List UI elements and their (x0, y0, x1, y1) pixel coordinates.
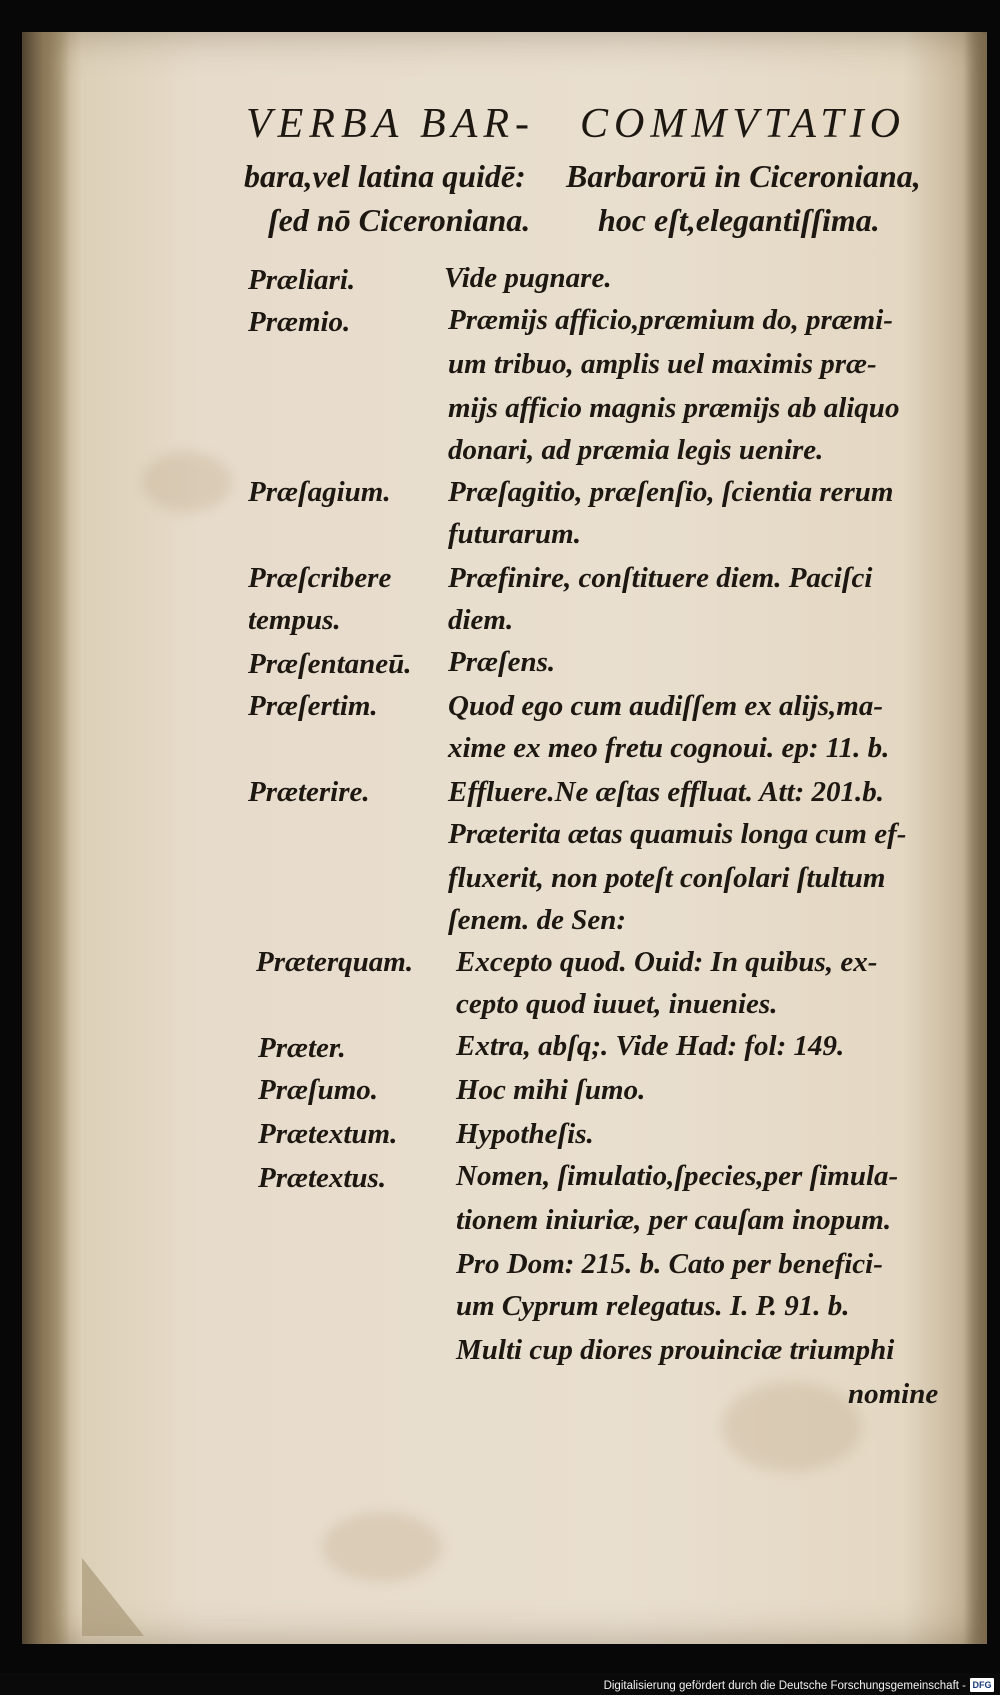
column-title-right: COMMVTATIO (580, 101, 906, 147)
definition-line: Hoc mihi ſumo. (456, 1074, 646, 1106)
definition-line: Quod ego cum audiſſem ex alijs,ma- (448, 690, 883, 722)
definition-line: Hypotheſis. (456, 1118, 594, 1150)
page-corner-fold (82, 1558, 144, 1636)
column-subtitle-left-1: bara,vel latina quidē: (244, 158, 526, 194)
definition-line: fluxerit, non poteſt conſolari ſtultum (448, 862, 886, 894)
page-edge-shadow (965, 32, 987, 1644)
column-title-left: VERBA BAR- (246, 101, 535, 147)
term-entry: Præmio. (248, 306, 351, 338)
digitization-footer (0, 1673, 1000, 1695)
column-subtitle-left-2: ſed nō Ciceroniana. (268, 202, 531, 238)
definition-line: mijs afficio magnis præmijs ab aliquo (448, 392, 900, 424)
definition-line: Extra, abſq;. Vide Had: fol: 149. (456, 1030, 845, 1062)
definition-line: Præfinire, conſtituere diem. Paciſci (448, 562, 873, 594)
column-subtitle-right-1: Barbarorū in Ciceroniana, (566, 158, 921, 194)
catchword: nomine (848, 1378, 939, 1410)
definition-line: ſenem. de Sen: (448, 904, 626, 936)
definition-line: Excepto quod. Ouid: In quibus, ex- (456, 946, 878, 978)
definition-line: cepto quod iuuet, inuenies. (456, 988, 778, 1020)
definition-line: Præterita ætas quamuis longa cum ef- (448, 818, 907, 850)
definition-line: donari, ad præmia legis uenire. (448, 434, 824, 466)
term-entry: tempus. (248, 604, 341, 636)
term-entry: Præter. (258, 1032, 346, 1064)
funding-credit: Digitalisierung gefördert durch die Deutsche Forschungsgemeinschaft - (603, 1680, 966, 1692)
definition-line: Nomen, ſimulatio,ſpecies,per ſimula- (456, 1160, 899, 1192)
term-entry: Præterquam. (256, 946, 414, 978)
term-entry: Præliari. (248, 264, 356, 296)
definition-line: diem. (448, 604, 514, 636)
dfg-logo-icon: DFG (970, 1678, 994, 1692)
definition-line: tionem iniuriæ, per cauſam inopum. (456, 1204, 892, 1236)
term-entry: Præſcribere (248, 562, 392, 594)
definition-line: Præſagitio, præſenſio, ſcientia rerum (448, 476, 894, 508)
paper-stain (142, 452, 232, 512)
definition-line: um tribuo, amplis uel maximis præ- (448, 348, 877, 380)
term-entry: Præſentaneū. (248, 648, 412, 680)
paper-stain (722, 1382, 862, 1472)
definition-line: Effluere.Ne æſtas effluat. Att: 201.b. (448, 776, 885, 808)
definition-line: Vide pugnare. (444, 262, 612, 294)
paper-stain (322, 1512, 442, 1582)
definition-line: Pro Dom: 215. b. Cato per benefici- (456, 1248, 883, 1280)
term-entry: Præſagium. (248, 476, 391, 508)
definition-line: Præmijs afficio,præmium do, præmi- (448, 304, 893, 336)
page-gutter-shadow (22, 32, 70, 1644)
term-entry: Præſumo. (258, 1074, 379, 1106)
term-entry: Prætextum. (258, 1118, 398, 1150)
definition-line: Præſens. (448, 646, 556, 678)
definition-line: Multi cup diores prouinciæ triumphi (456, 1334, 895, 1366)
term-entry: Præterire. (248, 776, 370, 808)
definition-line: xime ex meo fretu cognoui. ep: 11. b. (448, 732, 890, 764)
column-subtitle-right-2: hoc eſt,elegantiſſima. (598, 202, 880, 238)
term-entry: Præſertim. (248, 690, 378, 722)
term-entry: Prætextus. (258, 1162, 387, 1194)
definition-line: futurarum. (448, 518, 581, 550)
definition-line: um Cyprum relegatus. I. P. 91. b. (456, 1290, 850, 1322)
